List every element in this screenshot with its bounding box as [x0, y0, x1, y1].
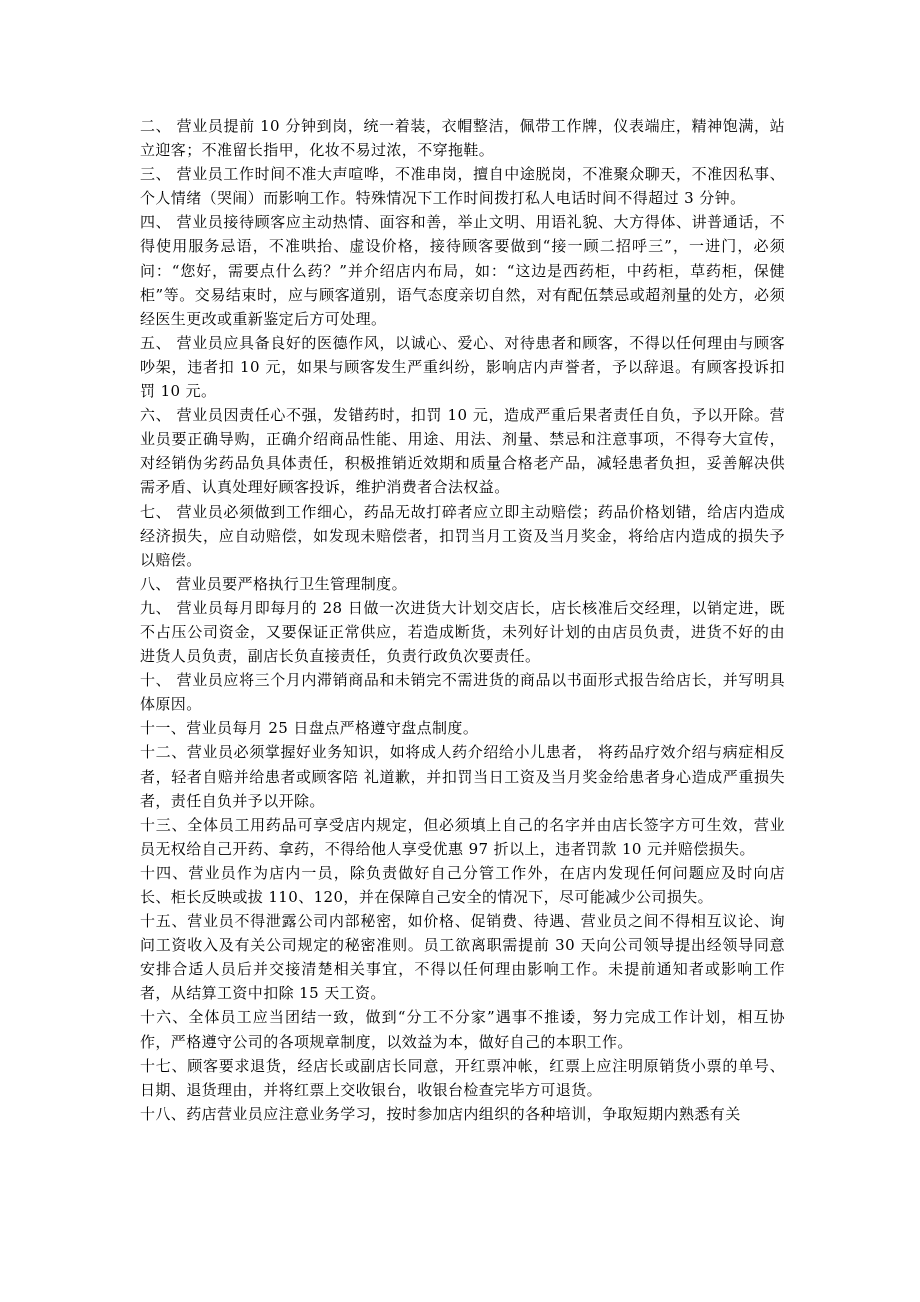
rule-paragraph-2: 二、 营业员提前 10 分钟到岗，统一着装，衣帽整洁，佩带工作牌，仪表端庄，精神饱满，站立迎客；不准留长指甲，化妆不易过浓，不穿拖鞋。: [140, 117, 785, 160]
rule-paragraph-5: 五、 营业员应具备良好的医德作风，以诚心、爱心、对待患者和顾客，不得以任何理由与顾客吵架，违者扣 10 元，如果与顾客发生严重纠纷，影响店内声誉者，予以辞退。有顾客投诉扣罚 10 元。: [140, 333, 785, 401]
document-body: [140, 114, 785, 1126]
rule-paragraph-8: 八、 营业员要严格执行卫生管理制度。: [140, 574, 407, 593]
rule-paragraph-4: 四、 营业员接待顾客应主动热情、面容和善，举止文明、用语礼貌、大方得体、讲普通话，不得使用服务忌语，不准哄抬、虚设价格，接待顾客要做到“接一顾二招呼三”，一进门，必须问：“您好，需要点什么药？”并介绍店内布局，如：“这边是西药柜，中药柜，草药柜，保健柜”等。交易结束时，应与顾客道别，语气态度亲切自然，对有配伍禁忌或超剂量的处方，必须经医生更改或重新鉴定后方可处理。: [140, 213, 785, 328]
rule-paragraph-10: 十、 营业员应将三个月内滞销商品和未销完不需进货的商品以书面形式报告给店长，并写明具体原因。: [140, 671, 785, 714]
rule-paragraph-6: 六、 营业员因责任心不强，发错药时，扣罚 10 元，造成严重后果者责任自负，予以开除。营业员要正确导购，正确介绍商品性能、用途、用法、剂量、禁忌和注意事项，不得夸大宣传，对经销伪劣药品负具体责任，积极推销近效期和质量合格老产品，减轻患者负担，妥善解决供需矛盾、认真处理好顾客投诉，维护消费者合法权益。: [140, 406, 785, 497]
rule-paragraph-7: 七、 营业员必须做到工作细心，药品无故打碎者应立即主动赔偿；药品价格划错，给店内造成经济损失，应自动赔偿，如发现未赔偿者，扣罚当月工资及当月奖金，将给店内造成的损失予以赔偿。: [140, 502, 785, 569]
rule-paragraph-11: 十一、营业员每月 25 日盘点严格遵守盘点制度。: [140, 719, 479, 738]
rule-paragraph-13: 十三、全体员工用药品可享受店内规定，但必须填上自己的名字并由店长签字方可生效，营业员无权给自己开药、拿药，不得给他人享受优惠 97 折以上，违者罚款 10 元并赔偿损失。: [140, 815, 785, 858]
rule-paragraph-3: 三、 营业员工作时间不准大声喧哗，不准串岗，擅自中途脱岗，不准聚众聊天，不准因私事、个人情绪（哭闹）而影响工作。特殊情况下工作时间拨打私人电话时间不得超过 3 分钟。: [140, 165, 785, 208]
rule-paragraph-15: 十五、营业员不得泄露公司内部秘密，如价格、促销费、待遇、营业员之间不得相互议论、询问工资收入及有关公司规定的秘密准则。员工欲离职需提前 30 天向公司领导提出经领导同意安排合适人员后并交接清楚相关事宜，不得以任何理由影响工作。未提前通知者或影响工作者，从结算工资中扣除 15 天工资。: [140, 912, 785, 1003]
rule-paragraph-18: 十八、药店营业员应注意业务学习，按时参加店内组织的各种培训，争取短期内熟悉有关: [140, 1104, 741, 1123]
rule-paragraph-17: 十七、顾客要求退货，经店长或副店长同意，开红票冲帐，红票上应注明原销货小票的单号、日期、退货理由，并将红票上交收银台，收银台检查完毕方可退货。: [140, 1056, 785, 1099]
rule-paragraph-16: 十六、全体员工应当团结一致，做到“分工不分家”遇事不推诿，努力完成工作计划，相互协作，严格遵守公司的各项规章制度，以效益为本，做好自己的本职工作。: [140, 1008, 785, 1051]
rule-paragraph-12: 十二、营业员必须掌握好业务知识，如将成人药介绍给小儿患者， 将药品疗效介绍与病症相反者，轻者自赔并给患者或顾客陪 礼道歉，并扣罚当日工资及当月奖金给患者身心造成严重损失者，责任自负并予以开除。: [140, 743, 785, 810]
rule-paragraph-9: 九、 营业员每月即每月的 28 日做一次进货大计划交店长，店长核准后交经理，以销定进，既不占压公司资金，又要保证正常供应，若造成断货，未列好计划的由店员负责，进货不好的由进货人员负责，副店长负直接责任，负责行政负次要责任。: [140, 598, 785, 666]
rule-paragraph-14: 十四、营业员作为店内一员，除负责做好自己分管工作外，在店内发现任何问题应及时向店长、柜长反映或拔 110、120，并在保障自己安全的情况下，尽可能减少公司损失。: [140, 863, 785, 906]
